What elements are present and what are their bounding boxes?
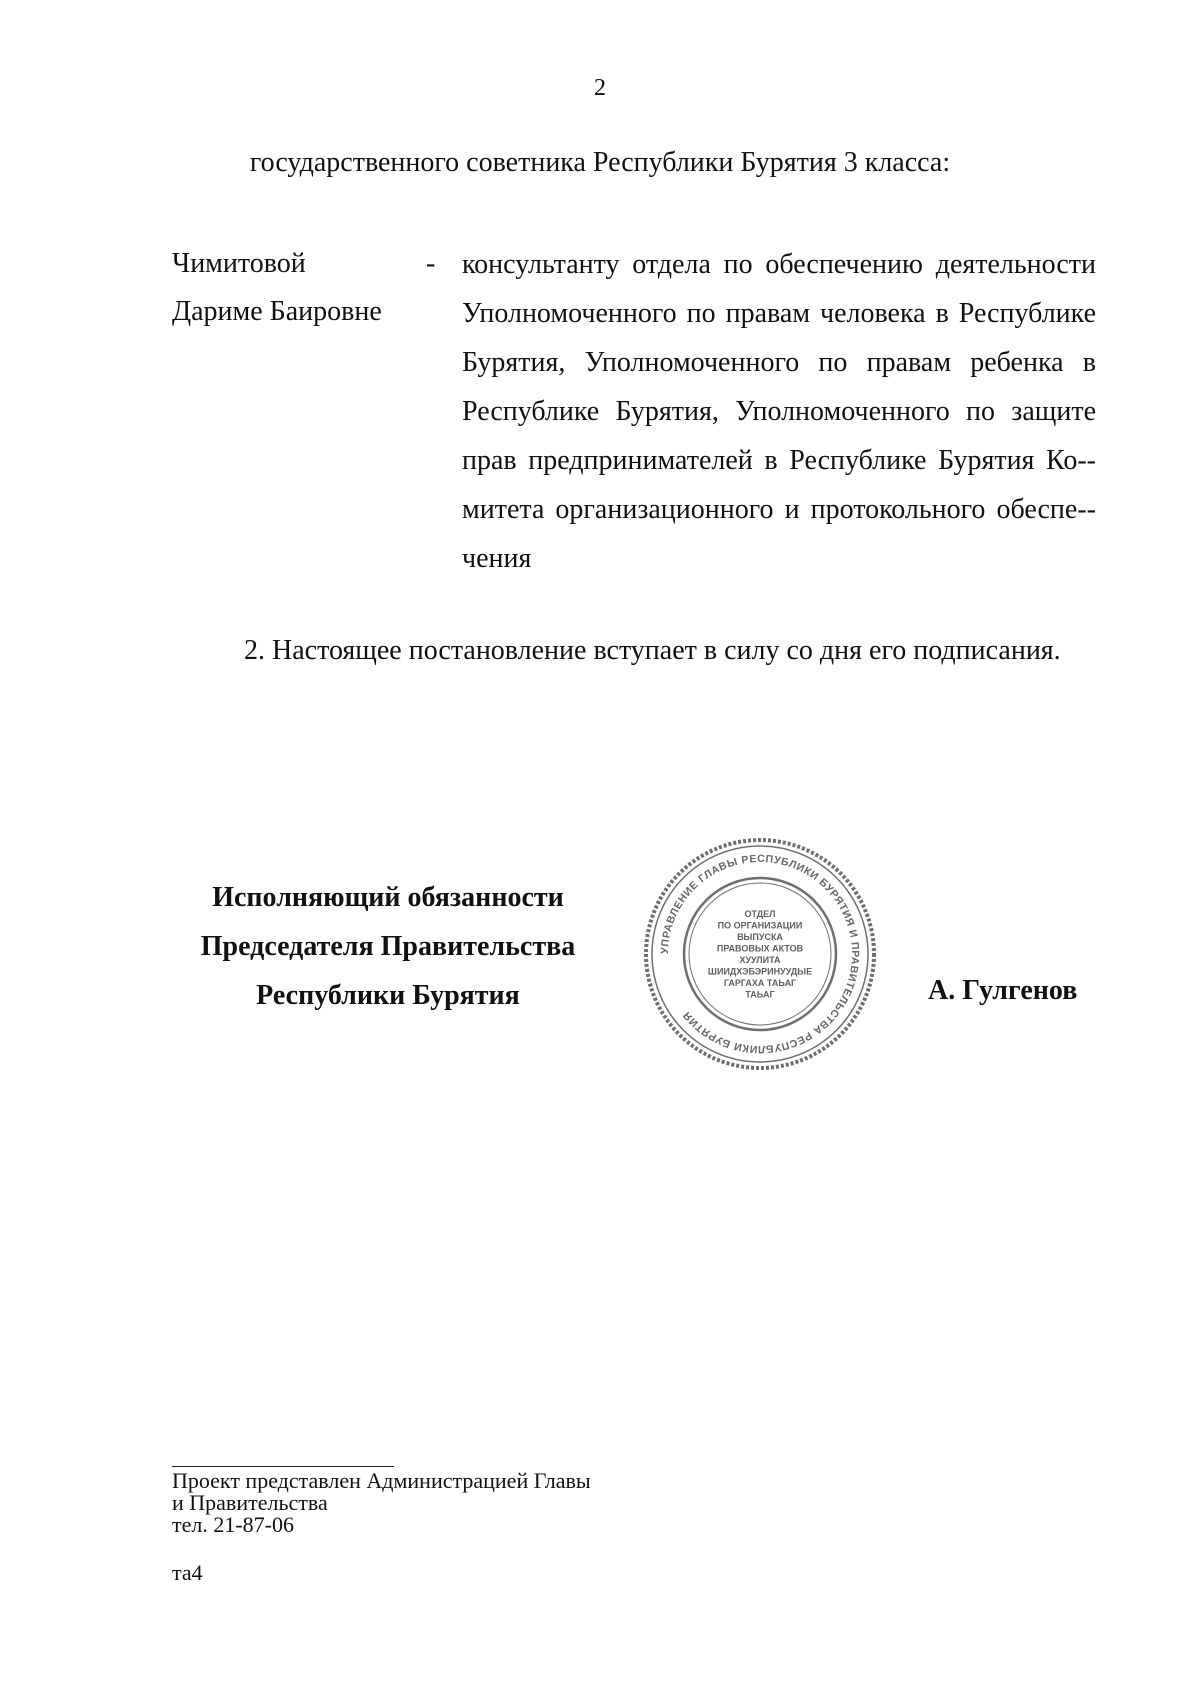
footnote-line: и Правительства (172, 1490, 328, 1515)
seal-inner-line: ОТДЕЛ (744, 908, 776, 919)
appointee-name (172, 240, 382, 336)
section-heading: государственного советника Республики Бурятия 3 класса: (249, 147, 951, 178)
appointee-dash: - (426, 248, 436, 279)
seal-inner-line: ШИИДХЭБЭРИНУУДЫЕ (707, 966, 813, 977)
appointee-surname: Чимитовой (172, 248, 306, 279)
appointee-position: консультанту отдела по обеспечению деятельности Уполномоченного по правам человека в Республике Бурятия, Уполномоченного по правам ребенка в Республике Бурятия, Уполномоченного по защите прав предпринимателей в Республике Бурятия Ко-митета организационного и протокольного обеспе-чения (462, 249, 1096, 574)
signatory-title-line: Исполняющий обязанности (212, 882, 564, 913)
seal-graphic (640, 832, 880, 1076)
seal-inner-line: ТАЬАГ (745, 989, 775, 1000)
seal-ring-text: УПРАВЛЕНИЕ ГЛАВЫ РЕСПУБЛИКИ БУРЯТИЯ И ПРАВИТЕЛЬСТВА РЕСПУБЛИКИ БУРЯТИЯ (658, 852, 862, 1056)
signatory-title (168, 873, 608, 1020)
footnote-line: тел. 21-87-06 (172, 1512, 295, 1537)
footnote-divider (172, 1466, 394, 1467)
seal-inner-line: ВЫПУСКА (737, 931, 783, 942)
clause-2: 2. Настоящее постановление вступает в силу со дня его подписания. (244, 635, 1061, 666)
footnote (172, 1470, 591, 1536)
seal-inner-line: ПО ОРГАНИЗАЦИИ (717, 920, 803, 931)
page-number: 2 (594, 75, 606, 101)
signatory-name: А. Гулгенов (928, 975, 1078, 1006)
seal-inner-line: ХУУЛИТА (739, 954, 781, 965)
seal-inner-line: ПРАВОВЫХ АКТОВ (716, 943, 804, 954)
document-code: та4 (172, 1560, 203, 1585)
footnote-line: Проект представлен Администрацией Главы (172, 1468, 591, 1493)
signatory-title-line: Председателя Правительства (200, 931, 576, 962)
seal-inner-line: ГАРГАХА ТАЬАГ (723, 977, 797, 988)
official-seal-stamp (640, 832, 880, 1076)
signatory-title-line: Республики Бурятия (256, 980, 520, 1011)
seal-inner-text (708, 909, 812, 1000)
appointee-given-names: Дариме Баировне (172, 296, 382, 327)
